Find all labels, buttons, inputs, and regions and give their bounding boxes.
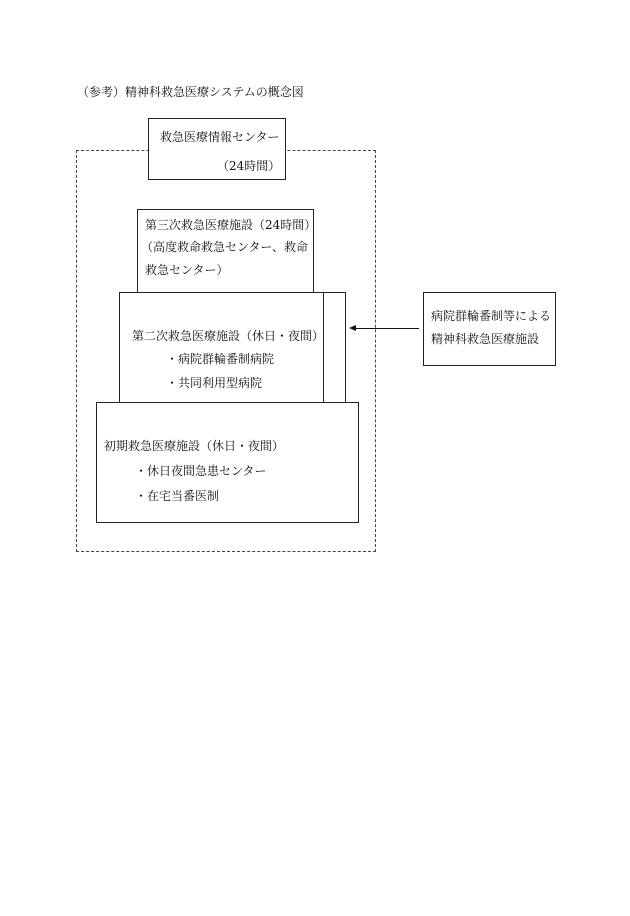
tertiary-detail-2: 救急センター） xyxy=(145,263,229,277)
psychiatric-line-2: 精神科救急医療施設 xyxy=(431,332,540,346)
tertiary-title: 第三次救急医療施設（24時間） xyxy=(145,218,317,232)
secondary-item-rotation: ・病院群輪番制病院 xyxy=(166,352,275,366)
arrow-left-icon xyxy=(349,325,356,331)
info-center-hours: （24時間） xyxy=(217,159,281,173)
diagram-title: （参考）精神科救急医療システムの概念図 xyxy=(77,85,304,99)
psychiatric-line-1: 病院群輪番制等による xyxy=(431,309,552,323)
secondary-side-box xyxy=(323,292,346,403)
primary-item-night-center: ・休日夜間急患センター xyxy=(135,464,267,478)
psychiatric-emergency-box xyxy=(423,292,556,366)
info-center-box xyxy=(148,118,286,180)
primary-title: 初期救急医療施設（休日・夜間） xyxy=(104,439,285,453)
secondary-emergency-box xyxy=(119,292,324,403)
primary-item-on-duty: ・在宅当番医制 xyxy=(135,489,220,503)
tertiary-emergency-box xyxy=(137,209,317,293)
arrow-shaft xyxy=(354,328,419,329)
secondary-item-shared: ・共同利用型病院 xyxy=(166,376,263,390)
tertiary-detail-1: （高度救命救急センター、救命 xyxy=(141,240,309,254)
info-center-title: 救急医療情報センター xyxy=(160,130,280,144)
primary-emergency-box xyxy=(96,402,359,523)
secondary-title: 第二次救急医療施設（休日・夜間） xyxy=(132,329,325,343)
